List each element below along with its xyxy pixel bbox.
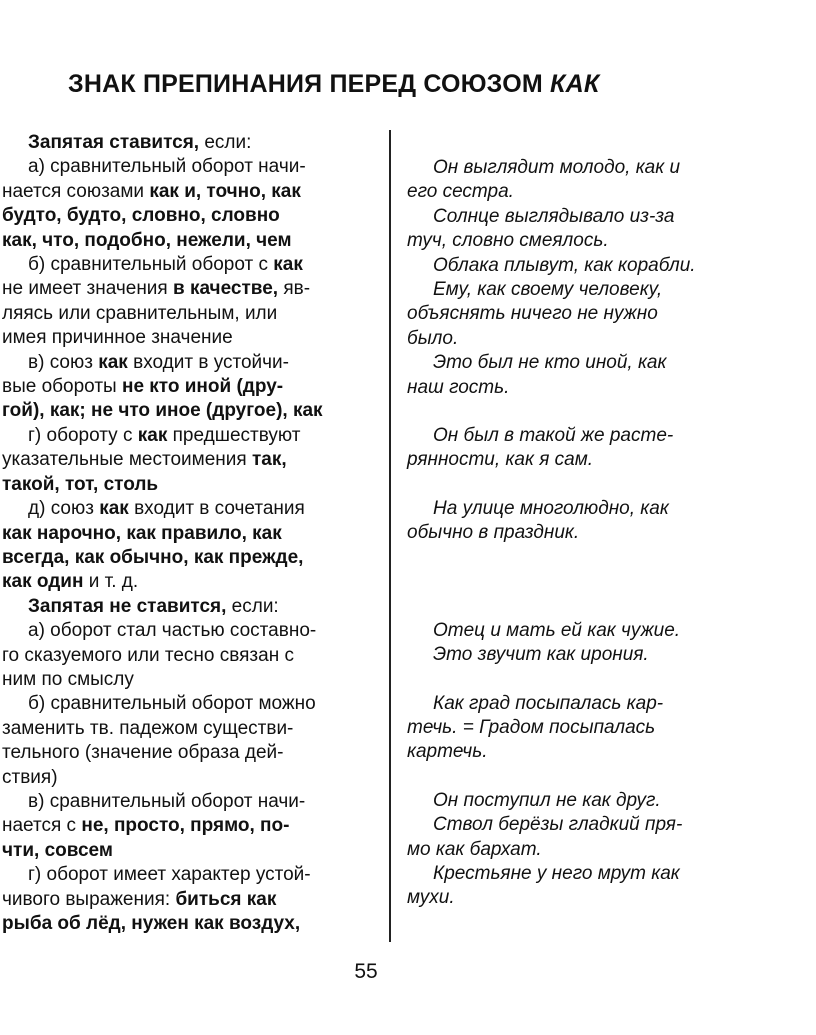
rule-v2: в) сравнительный оборот начи- нается с не, просто, прямо, по- чти, совсем <box>2 790 306 861</box>
title-emphasis: КАК <box>550 70 600 98</box>
example-2: Солнце выглядывало из-за туч, словно смеялось. <box>407 205 675 252</box>
example-10: Как град посыпалась кар- течь. = Градом посыпалась картечь. <box>407 692 664 763</box>
rule-v1: в) союз как входит в устойчи- вые обороты не кто иной (дру- гой), как; не что иное (другое), как <box>2 351 323 422</box>
examples-column <box>407 156 725 911</box>
example-13: Крестьяне у него мрут как мухи. <box>407 862 680 909</box>
rule-g1: г) обороту с как предшествуют указательные местоимения так, такой, тот, столь <box>2 424 301 495</box>
example-7: На улице многолюдно, как обычно в праздник. <box>407 497 669 544</box>
column-divider <box>389 130 391 942</box>
rule-g2: г) оборот имеет характер устой- чивого выражения: биться как рыба об лёд, нужен как воздух, <box>2 864 311 934</box>
title-text: ЗНАК ПРЕПИНАНИЯ ПЕРЕД СОЮЗОМ <box>68 70 543 98</box>
example-4: Ему, как своему человеку, объяснять ничего не нужно было. <box>407 279 663 349</box>
example-6: Он был в такой же расте- рянности, как я сам. <box>407 425 674 471</box>
example-11: Он поступил не как друг. <box>433 789 661 811</box>
section-heading-comma: Запятая ставится, если: <box>28 132 252 153</box>
page-title <box>68 70 768 99</box>
example-3: Облака плывут, как корабли. <box>433 254 696 276</box>
example-1: Он выглядит молодо, как и его сестра. <box>407 157 681 203</box>
example-9: Это звучит как ирония. <box>433 644 649 666</box>
page-number: 55 <box>354 960 378 983</box>
rule-b1: б) сравнительный оборот с как не имеет значения в качестве, яв- ляясь или сравнительным, или имея причинное значение <box>2 254 311 349</box>
example-8: Отец и мать ей как чужие. <box>433 619 681 641</box>
example-12: Ствол берёзы гладкий пря- мо как бархат. <box>407 814 683 860</box>
rule-d1: д) союз как входит в сочетания как нарочно, как правило, как всегда, как обычно, как прежде, как один и т. д. <box>2 498 305 593</box>
rule-a2: а) оборот стал частью составно- го сказуемого или тесно связан с ним по смыслу <box>2 620 317 690</box>
rules-column <box>2 131 376 936</box>
example-5: Это был не кто иной, как наш гость. <box>407 352 667 398</box>
rule-b2: б) сравнительный оборот можно заменить тв. падежом существи- тельного (значение образа дей- ствия) <box>2 693 316 788</box>
rule-a1: а) сравнительный оборот начи- нается союзами как и, точно, как будто, будто, словно, словно как, что, подобно, нежели, чем <box>2 156 306 251</box>
section-heading-no-comma: Запятая не ставится, если: <box>28 595 279 617</box>
